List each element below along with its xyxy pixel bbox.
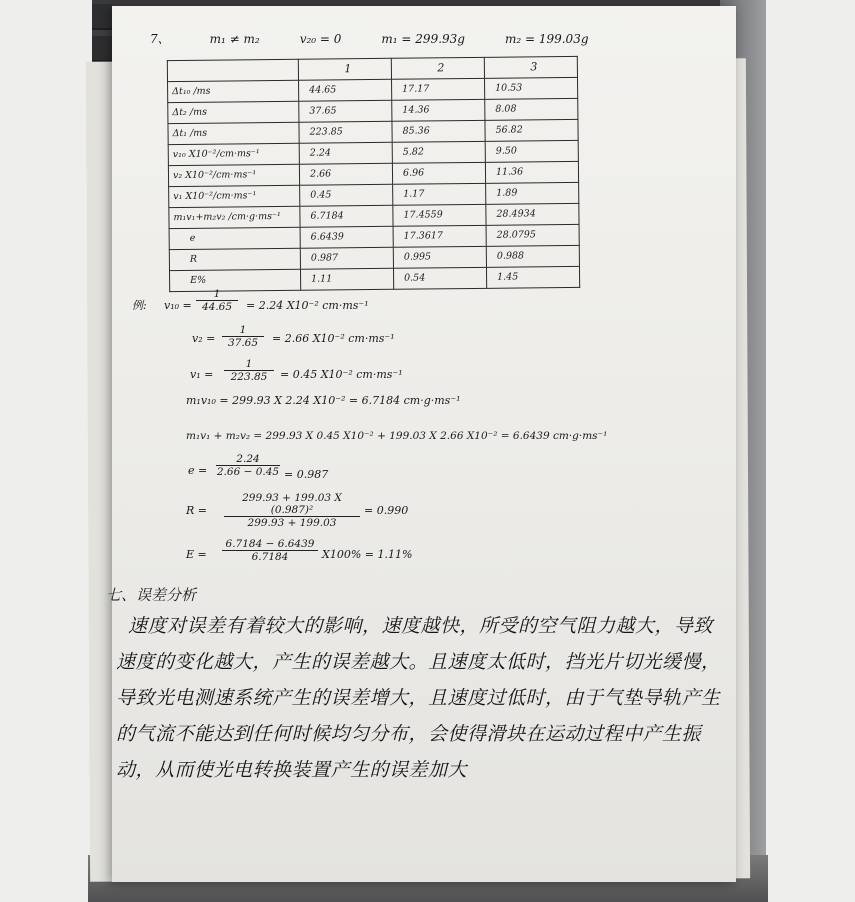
row-label: E% bbox=[170, 269, 301, 291]
handwritten-page bbox=[106, 6, 736, 882]
E-result: X100% = 1.11% bbox=[322, 548, 413, 561]
keyboard-key bbox=[90, 4, 114, 30]
table-cell: 28.4934 bbox=[486, 203, 579, 225]
row-label: v₁₀ X10⁻²/cm·ms⁻¹ bbox=[168, 143, 299, 165]
error-analysis-text: 速度对误差有着较大的影响，速度越快，所受的空气阻力越大，导致速度的变化越大，产生的误差越大。且速度太低时，挡光片切光缓慢，导致光电测速系统产生的误差增大，且速度过低时，由于气垫导轨产生的气流不能达到任何时候均匀分布，会使得滑块在运动过程中产生振动，从而使光电转换装置产生的误差加大 bbox=[116, 615, 721, 781]
table-cell: 0.988 bbox=[486, 245, 579, 267]
v1-numerator: 1 bbox=[224, 358, 274, 371]
table-cell: 44.65 bbox=[299, 79, 392, 101]
error-analysis-title: 七、误差分析 bbox=[106, 586, 197, 604]
initial-velocity-condition: v₂₀ = 0 bbox=[299, 32, 342, 46]
table-cell: 28.0795 bbox=[486, 224, 579, 246]
v1-fraction bbox=[224, 358, 274, 383]
v1-denominator: 223.85 bbox=[230, 371, 268, 383]
table-cell: 1.17 bbox=[393, 183, 486, 205]
table-header-cell: 3 bbox=[484, 56, 577, 78]
table-header-cell: 1 bbox=[298, 58, 391, 80]
row-label: Δt₁ /ms bbox=[168, 122, 299, 144]
row-label: v₁ X10⁻²/cm·ms⁻¹ bbox=[169, 185, 300, 207]
table-cell: 0.54 bbox=[393, 267, 486, 289]
table-cell: 6.6439 bbox=[300, 226, 393, 248]
v2-result: = 2.66 X10⁻² cm·ms⁻¹ bbox=[272, 332, 395, 345]
margin-left bbox=[0, 0, 92, 902]
row-label: v₂ X10⁻²/cm·ms⁻¹ bbox=[168, 164, 299, 186]
table-cell: 17.17 bbox=[392, 78, 485, 100]
row-label: e bbox=[169, 227, 300, 249]
mass-m2: m₂ = 199.03g bbox=[504, 32, 589, 46]
example-label: 例: bbox=[132, 299, 147, 312]
table-cell: 6.96 bbox=[392, 162, 485, 184]
table-cell: 1.89 bbox=[486, 182, 579, 204]
table-cell: 6.7184 bbox=[300, 205, 393, 227]
table-cell: 2.66 bbox=[299, 163, 392, 185]
E-numerator: 6.7184 − 6.6439 bbox=[222, 538, 318, 551]
table-cell: 11.36 bbox=[485, 161, 578, 183]
table-header-cell bbox=[167, 59, 298, 81]
v10-numerator: 1 bbox=[196, 288, 238, 301]
table-header-cell: 2 bbox=[391, 57, 484, 79]
table-cell: 0.995 bbox=[393, 246, 486, 268]
table-cell: 8.08 bbox=[485, 98, 578, 120]
table-cell: 1.45 bbox=[486, 266, 579, 288]
e-lhs: e = bbox=[188, 464, 208, 477]
table-cell: 17.3617 bbox=[393, 225, 486, 247]
v1-result: = 0.45 X10⁻² cm·ms⁻¹ bbox=[280, 368, 403, 381]
row-label: Δt₁₀ /ms bbox=[168, 80, 299, 102]
experiment-conditions bbox=[150, 30, 629, 47]
table-cell: 85.36 bbox=[392, 120, 485, 142]
table-cell: 56.82 bbox=[485, 119, 578, 141]
table-cell: 37.65 bbox=[299, 100, 392, 122]
row-label: Δt₂ /ms bbox=[168, 101, 299, 123]
margin-right bbox=[766, 0, 855, 902]
mass-unequal-condition: m₁ ≠ m₂ bbox=[209, 32, 260, 46]
data-table bbox=[167, 56, 580, 292]
table-cell: 0.45 bbox=[300, 184, 393, 206]
v10-lhs: v₁₀ = bbox=[164, 299, 192, 312]
R-fraction bbox=[224, 492, 360, 529]
e-numerator: 2.24 bbox=[216, 453, 280, 466]
table-cell: 10.53 bbox=[485, 77, 578, 99]
table-cell: 0.987 bbox=[300, 247, 393, 269]
momentum-before: m₁v₁₀ = 299.93 X 2.24 X10⁻² = 6.7184 cm·g·ms⁻¹ bbox=[186, 394, 461, 407]
table-cell: 1.11 bbox=[300, 268, 393, 290]
e-result: = 0.987 bbox=[284, 468, 329, 481]
table-cell: 9.50 bbox=[485, 140, 578, 162]
table-cell: 14.36 bbox=[392, 99, 485, 121]
v10-result: = 2.24 X10⁻² cm·ms⁻¹ bbox=[246, 299, 369, 312]
v2-lhs: v₂ = bbox=[192, 332, 216, 345]
E-lhs: E = bbox=[186, 548, 207, 561]
table-cell: 17.4559 bbox=[393, 204, 486, 226]
item-number: 7、 bbox=[150, 32, 170, 46]
v10-fraction bbox=[196, 288, 238, 313]
v2-denominator: 37.65 bbox=[227, 337, 259, 349]
momentum-after: m₁v₁ + m₂v₂ = 299.93 X 0.45 X10⁻² + 199.03 X 2.66 X10⁻² = 6.6439 cm·g·ms⁻¹ bbox=[186, 430, 608, 442]
table-cell: 5.82 bbox=[392, 141, 485, 163]
E-denominator: 6.7184 bbox=[251, 551, 289, 563]
v2-fraction bbox=[222, 324, 264, 349]
v10-denominator: 44.65 bbox=[201, 301, 233, 313]
table-cell: 2.24 bbox=[299, 142, 392, 164]
keyboard-key bbox=[90, 36, 114, 62]
v2-numerator: 1 bbox=[222, 324, 264, 337]
e-denominator: 2.66 − 0.45 bbox=[216, 466, 280, 478]
R-lhs: R = bbox=[186, 504, 207, 517]
row-label: m₁v₁+m₂v₂ /cm·g·ms⁻¹ bbox=[169, 206, 300, 228]
v1-lhs: v₁ = bbox=[190, 368, 214, 381]
R-denominator: 299.93 + 199.03 bbox=[247, 517, 337, 529]
mass-m1: m₁ = 299.93g bbox=[381, 32, 465, 46]
R-result: = 0.990 bbox=[364, 504, 409, 517]
e-fraction bbox=[216, 453, 280, 478]
R-numerator: 299.93 + 199.03 X (0.987)² bbox=[224, 492, 360, 517]
E-fraction bbox=[222, 538, 318, 563]
table-cell: 223.85 bbox=[299, 121, 392, 143]
row-label: R bbox=[169, 248, 300, 270]
